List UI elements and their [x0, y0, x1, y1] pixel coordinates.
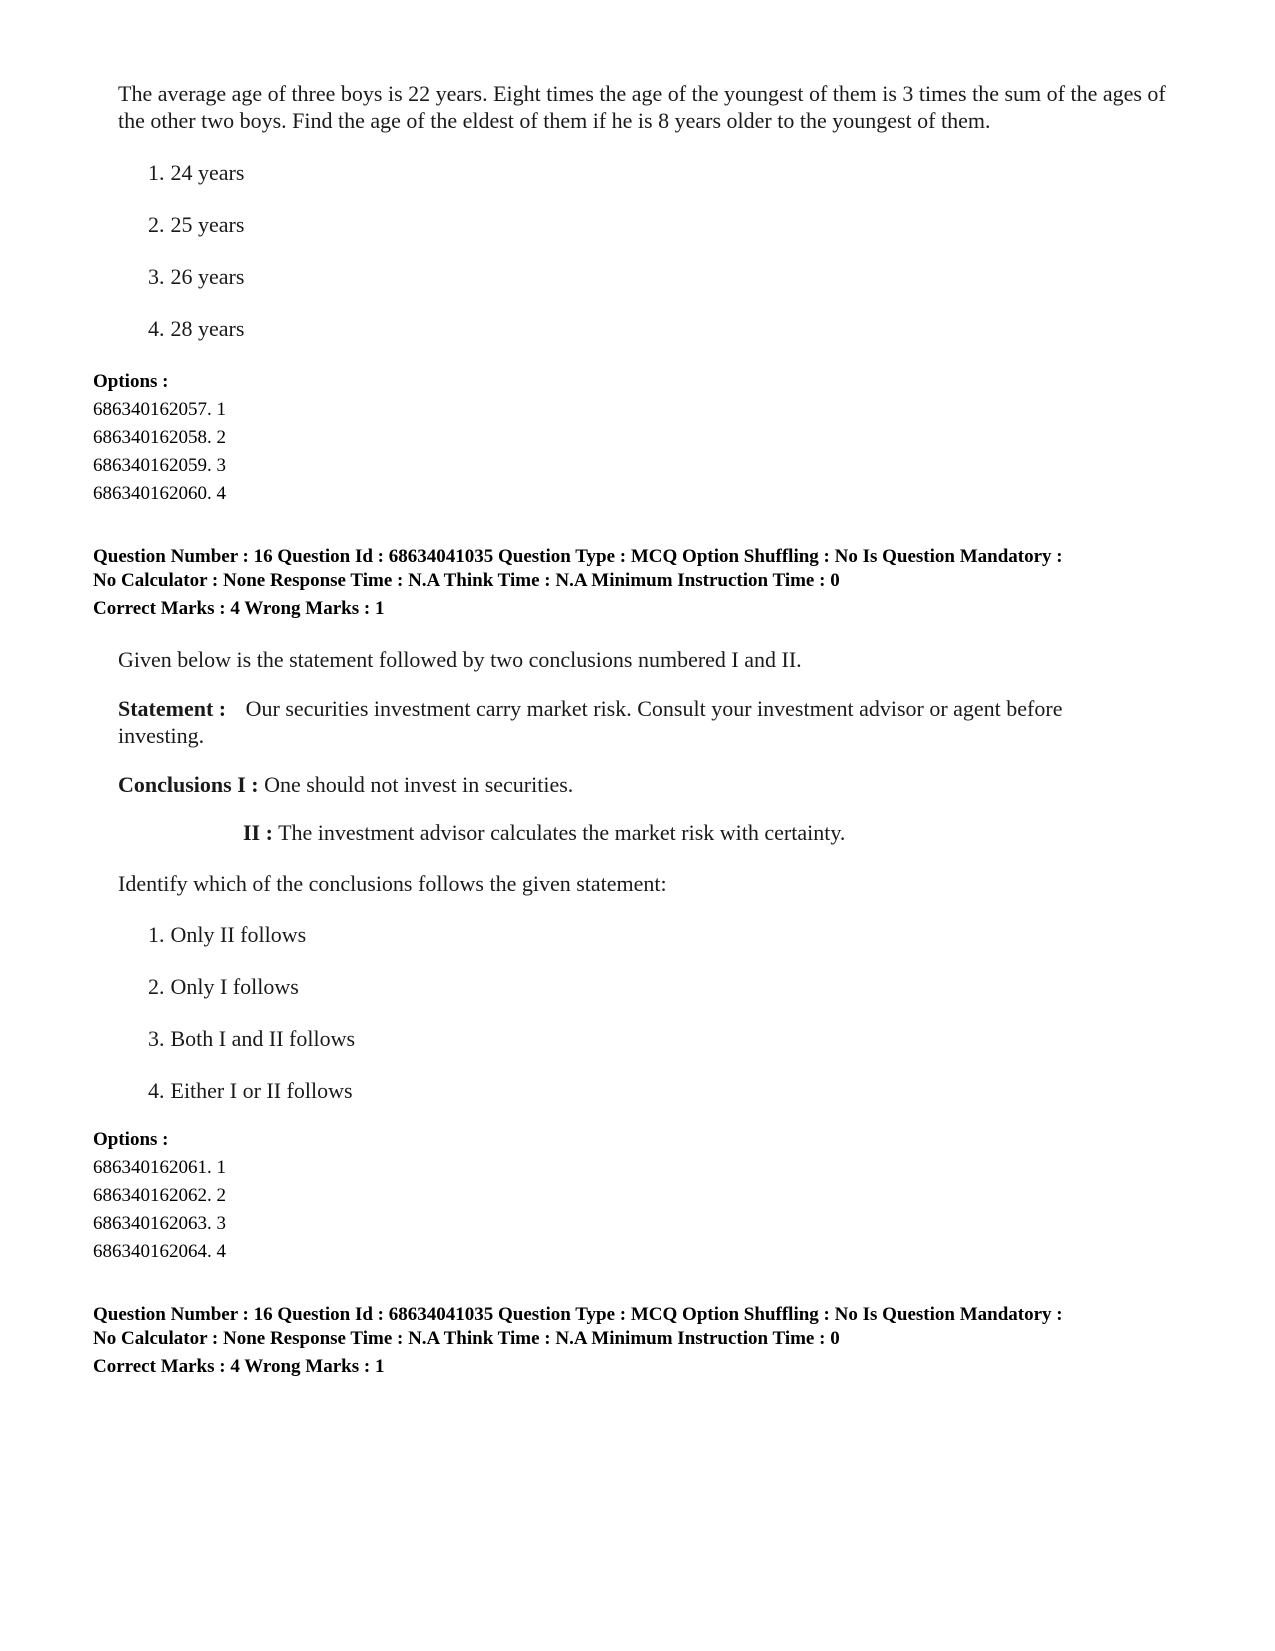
choice-label: 25 years	[170, 212, 245, 237]
statement-label: Statement :	[118, 696, 227, 721]
question-16-option-id: 686340162064. 4	[93, 1241, 226, 1262]
question-15-option-id: 686340162060. 4	[93, 483, 226, 504]
question-15-option-id: 686340162058. 2	[93, 427, 226, 448]
conclusion-1-text: One should not invest in securities.	[264, 772, 574, 797]
choice-number: 3.	[148, 264, 165, 289]
choice-label: 24 years	[170, 160, 245, 185]
question-16-meta-line-2: No Calculator : None Response Time : N.A Think Time : N.A Minimum Instruction Time : 0	[93, 570, 840, 591]
choice-number: 3.	[148, 1026, 165, 1051]
statement-text: Our securities investment carry market risk. Consult your investment advisor or agent before	[245, 696, 1063, 721]
question-15-option-id: 686340162059. 3	[93, 455, 226, 476]
question-16-intro: Given below is the statement followed by two conclusions numbered I and II.	[118, 647, 802, 672]
conclusion-1-label: Conclusions I :	[118, 772, 259, 797]
question-15-choice-4	[148, 316, 244, 342]
choice-number: 2.	[148, 212, 165, 237]
question-16-conclusion-2	[243, 820, 845, 846]
question-15-option-id: 686340162057. 1	[93, 399, 226, 420]
choice-number: 4.	[148, 316, 165, 341]
conclusion-2-text: The investment advisor calculates the market risk with certainty.	[278, 820, 846, 845]
question-15-choice-2	[148, 212, 244, 238]
question-16-options-label: Options :	[93, 1129, 169, 1150]
choice-label: Either I or II follows	[170, 1078, 353, 1103]
question-15-text: The average age of three boys is 22 years. Eight times the age of the youngest of them is 3 times the sum of the ages of the other two boys. Find the age of the eldest of them if he is 8 years older to the youngest of them.	[118, 81, 1166, 133]
conclusion-2-label: II :	[243, 820, 273, 845]
choice-number: 1.	[148, 922, 165, 947]
question-17-meta-line-1: Question Number : 16 Question Id : 68634041035 Question Type : MCQ Option Shuffling : No Is Question Mandatory :	[93, 1304, 1063, 1325]
question-15-choice-1	[148, 160, 244, 186]
question-16-marks: Correct Marks : 4 Wrong Marks : 1	[93, 598, 385, 619]
question-16-choice-3	[148, 1026, 355, 1052]
question-16-option-id: 686340162062. 2	[93, 1185, 226, 1206]
question-15-options-label: Options :	[93, 371, 169, 392]
choice-number: 1.	[148, 160, 165, 185]
choice-number: 4.	[148, 1078, 165, 1103]
question-16-choice-4	[148, 1078, 353, 1104]
choice-label: Only I follows	[170, 974, 299, 999]
choice-label: 26 years	[170, 264, 245, 289]
question-16-statement	[118, 695, 1178, 722]
question-17-marks: Correct Marks : 4 Wrong Marks : 1	[93, 1356, 385, 1377]
choice-number: 2.	[148, 974, 165, 999]
question-15-choice-3	[148, 264, 244, 290]
question-16-option-id: 686340162063. 3	[93, 1213, 226, 1234]
question-16-option-id: 686340162061. 1	[93, 1157, 226, 1178]
question-16-statement-continued: investing.	[118, 723, 205, 748]
question-16-choice-1	[148, 922, 306, 948]
question-16-prompt: Identify which of the conclusions follows the given statement:	[118, 871, 667, 896]
choice-label: Only II follows	[170, 922, 307, 947]
question-16-conclusion-1	[118, 771, 1178, 798]
question-16-meta-line-1: Question Number : 16 Question Id : 68634041035 Question Type : MCQ Option Shuffling : No Is Question Mandatory :	[93, 546, 1063, 567]
choice-label: 28 years	[170, 316, 245, 341]
question-17-meta-line-2: No Calculator : None Response Time : N.A Think Time : N.A Minimum Instruction Time : 0	[93, 1328, 840, 1349]
choice-label: Both I and II follows	[170, 1026, 356, 1051]
question-16-choice-2	[148, 974, 299, 1000]
